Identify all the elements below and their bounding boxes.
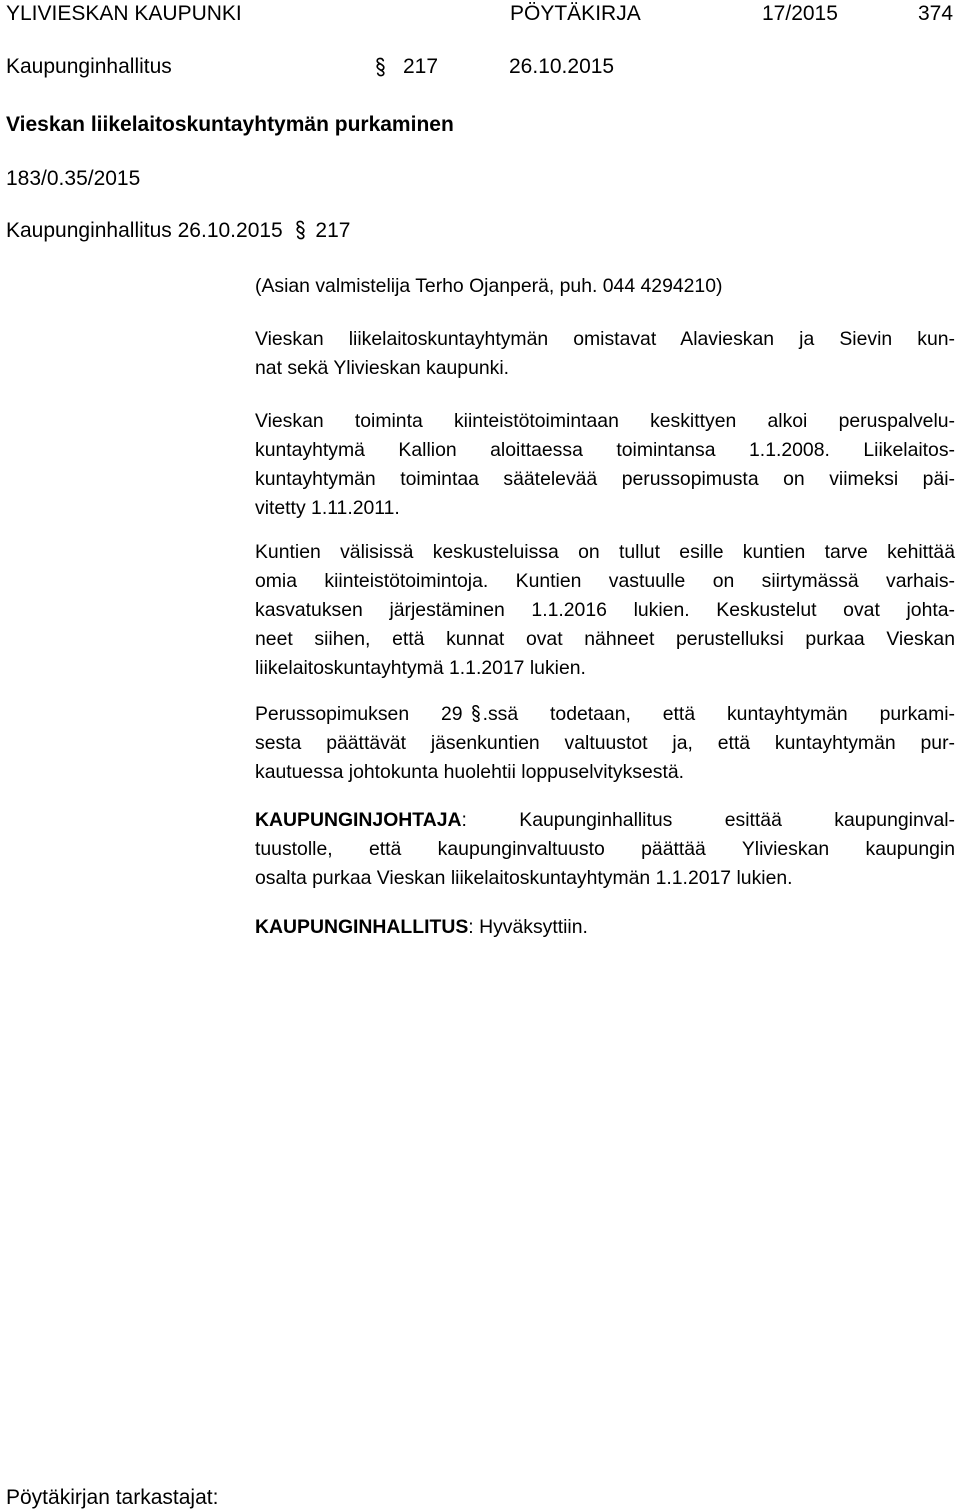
section-sign-icon bbox=[375, 57, 386, 77]
preparer-text: (Asian valmistelija Terho Ojanperä, puh. 044 4294210) bbox=[255, 275, 723, 297]
paragraph-line: kautuessa johtokunta huolehtii loppuselvityksestä. bbox=[255, 761, 685, 783]
paragraph-text: Perussopimuksen 29 bbox=[255, 703, 463, 725]
paragraph-text: : Hyväksyttiin. bbox=[468, 916, 588, 938]
paragraph-line: sesta päättävät jäsenkuntien valtuustot ja, että kuntayhtymän pur- bbox=[255, 732, 955, 754]
paragraph-line: Vieskan liikelaitoskuntayhtymän omistavat Alavieskan ja Sievin kun- bbox=[255, 328, 955, 350]
paragraph-text: : Kaupunginhallitus esittää kaupunginval- bbox=[461, 809, 955, 831]
paragraph-line bbox=[255, 913, 955, 942]
paragraph-line: Vieskan toiminta kiinteistötoimintaan keskittyen alkoi peruspalvelu- bbox=[255, 410, 955, 432]
header-body: Kaupunginhallitus bbox=[6, 55, 172, 78]
header-page-number: 374 bbox=[918, 2, 954, 25]
meeting-section-number: 217 bbox=[315, 219, 351, 242]
paragraph-line: Kuntien välisissä keskusteluissa on tullut esille kuntien tarve kehittää bbox=[255, 541, 955, 563]
mayor-label: KAUPUNGINJOHTAJA bbox=[255, 809, 462, 831]
paragraph-line bbox=[255, 700, 955, 729]
paragraph-3 bbox=[255, 538, 955, 683]
paragraph-line: kuntayhtymä Kallion aloittaessa toimintansa 1.1.2008. Liikelaitos- bbox=[255, 439, 955, 461]
paragraph-line: omia kiinteistötoimintoja. Kuntien vastuulle on siirtymässä varhais- bbox=[255, 570, 955, 592]
page-title: Vieskan liikelaitoskuntayhtymän purkaminen bbox=[6, 113, 454, 136]
board-label: KAUPUNGINHALLITUS bbox=[255, 916, 469, 938]
section-sign-icon bbox=[471, 704, 481, 723]
paragraph-4 bbox=[255, 700, 955, 787]
paragraph-5 bbox=[255, 806, 955, 893]
section-sign-icon bbox=[295, 220, 306, 240]
paragraph-line: tuustolle, että kaupunginvaltuusto päättää Ylivieskan kaupungin bbox=[255, 838, 955, 860]
paragraph-2 bbox=[255, 407, 955, 523]
paragraph-line: osalta purkaa Vieskan liikelaitoskuntayhtymän 1.1.2017 lukien. bbox=[255, 867, 793, 889]
meeting-body: Kaupunginhallitus 26.10.2015 bbox=[6, 219, 283, 242]
header-doc-type: PÖYTÄKIRJA bbox=[510, 2, 641, 25]
paragraph-text: .ssä todetaan, että kuntayhtymän purkami- bbox=[482, 703, 956, 725]
paragraph-1 bbox=[255, 325, 955, 383]
paragraph-line: kuntayhtymän toimintaa säätelevää perussopimusta on viimeksi päi- bbox=[255, 468, 955, 490]
header-date: 26.10.2015 bbox=[509, 55, 615, 78]
meeting-line bbox=[6, 217, 350, 245]
paragraph-line: vitetty 1.11.2011. bbox=[255, 497, 400, 519]
preparer bbox=[255, 272, 955, 301]
paragraph-line: liikelaitoskuntayhtymä 1.1.2017 lukien. bbox=[255, 657, 586, 679]
case-number: 183/0.35/2015 bbox=[6, 167, 141, 190]
header-section-number: 217 bbox=[403, 55, 439, 78]
paragraph-6 bbox=[255, 913, 955, 942]
paragraph-line: nat sekä Ylivieskan kaupunki. bbox=[255, 357, 510, 379]
header-org: YLIVIESKAN KAUPUNKI bbox=[6, 2, 242, 25]
paragraph-line bbox=[255, 806, 955, 835]
paragraph-line: neet siihen, että kunnat ovat nähneet perustelluksi purkaa Vieskan bbox=[255, 628, 955, 650]
footer-label: Pöytäkirjan tarkastajat: bbox=[6, 1486, 219, 1509]
paragraph-line: kasvatuksen järjestäminen 1.1.2016 lukien. Keskustelut ovat johta- bbox=[255, 599, 955, 621]
header-doc-number: 17/2015 bbox=[762, 2, 838, 25]
